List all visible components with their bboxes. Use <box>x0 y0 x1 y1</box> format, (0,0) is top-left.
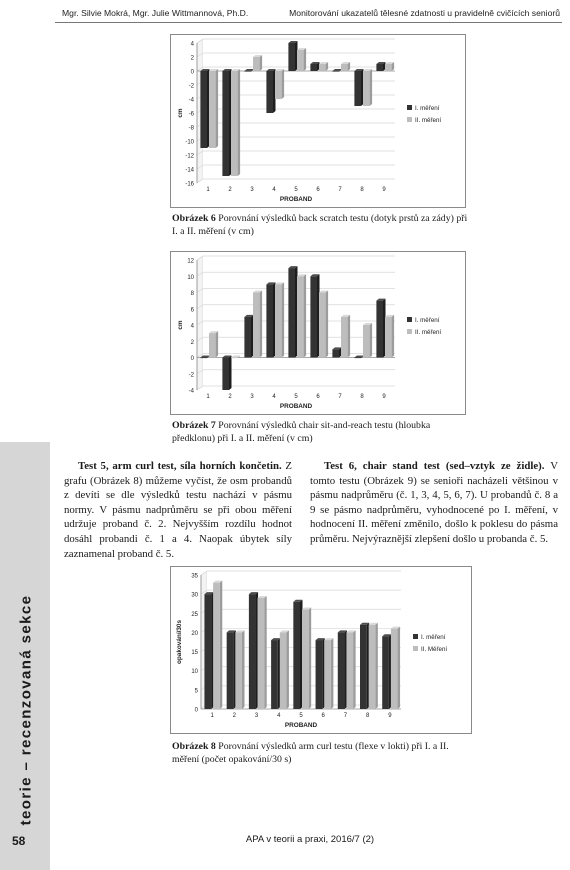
legend-label-2: II. měření <box>415 329 442 336</box>
bar-side <box>304 48 307 71</box>
y-tick-label: 0 <box>194 707 198 714</box>
y-tick-label: -16 <box>185 181 194 188</box>
x-tick-label: 2 <box>228 394 232 400</box>
bar-2-7 <box>341 64 348 71</box>
x-tick-label: 6 <box>316 394 320 400</box>
x-axis-label: PROBAND <box>279 403 313 410</box>
x-tick-label: 8 <box>360 187 364 193</box>
x-tick-label: 1 <box>206 394 210 400</box>
bar-side <box>326 291 329 358</box>
bar-1-7 <box>332 349 339 357</box>
y-tick-label: 10 <box>187 274 194 281</box>
x-tick-label: 2 <box>232 713 237 719</box>
bar-side <box>229 356 232 391</box>
paragraph-test-6-lead: Test 6, chair stand test (sed–vztyk ze židle). <box>324 460 545 472</box>
bar-1-5 <box>293 602 300 709</box>
y-tick-label: -10 <box>185 139 194 146</box>
x-tick-label: 3 <box>254 713 259 719</box>
bar-2-4 <box>275 71 282 99</box>
figure-6-label: Obrázek 6 <box>172 213 216 224</box>
bar-2-6 <box>319 64 326 71</box>
paragraph-test-5-lead: Test 5, arm curl test, síla horních končetin. <box>78 460 282 472</box>
x-tick-label: 5 <box>294 187 298 193</box>
bar-1-6 <box>310 276 317 357</box>
bar-side <box>286 630 289 709</box>
y-tick-label: -8 <box>188 125 194 132</box>
bar-2-8 <box>369 625 376 709</box>
bar-side <box>260 55 263 71</box>
y-axis-label: opakování/30s <box>176 619 183 665</box>
y-tick-label: 2 <box>190 55 194 62</box>
legend-swatch-1 <box>407 317 412 322</box>
y-tick-label: -4 <box>188 97 194 104</box>
x-axis-label: PROBAND <box>279 196 313 203</box>
x-tick-label: 7 <box>338 394 342 400</box>
legend-label-1: I. měření <box>415 317 440 324</box>
bar-side <box>216 331 219 357</box>
legend-swatch-1 <box>413 634 418 639</box>
y-tick-label: 4 <box>190 323 194 330</box>
bar-1-7 <box>338 632 345 709</box>
bar-2-1 <box>209 333 216 357</box>
chart-svg <box>171 35 465 207</box>
figure-7-chart <box>170 251 466 415</box>
y-tick-label: -12 <box>185 153 194 160</box>
legend-label-2: II. Měření <box>421 646 448 653</box>
figure-7-label: Obrázek 7 <box>172 420 216 431</box>
bar-1-9 <box>376 301 383 358</box>
bar-1-6 <box>310 64 317 71</box>
bar-1-3 <box>244 71 251 72</box>
x-tick-label: 9 <box>382 394 386 400</box>
x-tick-label: 3 <box>250 394 254 400</box>
bar-1-1 <box>200 358 207 359</box>
bar-side <box>370 323 373 358</box>
x-tick-label: 4 <box>272 394 276 400</box>
bar-side <box>353 630 356 709</box>
y-axis-label: cm <box>177 320 184 330</box>
bar-2-5 <box>297 50 304 71</box>
x-axis-label: PROBAND <box>284 722 318 729</box>
y-tick-label: -6 <box>188 111 194 118</box>
bar-1-1 <box>204 594 211 709</box>
bar-1-9 <box>376 64 383 71</box>
y-tick-label: -2 <box>188 83 194 90</box>
bar-1-2 <box>222 358 229 391</box>
bar-side <box>375 623 378 709</box>
legend-label-1: I. měření <box>415 105 440 112</box>
bar-2-9 <box>385 64 392 71</box>
figure-8-label: Obrázek 8 <box>172 741 216 752</box>
figure-7-caption <box>172 419 472 445</box>
bar-2-3 <box>253 293 260 358</box>
bar-side <box>264 596 267 709</box>
bar-1-9 <box>382 636 389 709</box>
bar-2-9 <box>391 629 398 709</box>
x-tick-label: 3 <box>250 187 254 193</box>
bar-1-3 <box>244 317 251 358</box>
bar-side <box>282 69 285 99</box>
bar-2-8 <box>363 71 370 106</box>
paragraph-test-6-text: V tomto testu (Obrázek 9) se senioři nacházeli většinou v pásmu nadprůměru (č. 1, 3, 4, 5, 6, 7). U probandů č. 8 a 9 se pásmo nadprůměru, vyhodnocené po I. měření, v hodnocení II. měření změnilo, došlo k poklesu do pásma průměru. Nejvýraznější zlepšení došlo u probanda č. 5. <box>310 460 558 545</box>
chart-svg <box>171 252 465 414</box>
bar-side <box>348 315 351 358</box>
legend-label-1: I. měření <box>421 634 446 641</box>
bar-2-8 <box>363 325 370 358</box>
bar-1-7 <box>332 71 339 72</box>
y-tick-label: -14 <box>185 167 194 174</box>
running-header-title: Monitorování ukazatelů tělesné zdatnosti u pravidelně cvičících seniorů <box>289 8 560 18</box>
bar-side <box>282 282 285 357</box>
paragraph-test-5 <box>64 459 292 561</box>
x-tick-label: 1 <box>206 187 210 193</box>
bar-2-9 <box>385 317 392 358</box>
y-tick-label: 6 <box>190 307 194 314</box>
legend-label-2: II. měření <box>415 117 442 124</box>
figure-8-chart <box>170 566 472 734</box>
bar-1-8 <box>354 71 361 106</box>
bar-2-6 <box>324 640 331 709</box>
x-tick-label: 1 <box>210 713 214 719</box>
bar-2-6 <box>319 293 326 358</box>
y-tick-label: 30 <box>191 592 198 599</box>
bar-2-1 <box>213 583 220 709</box>
bar-side <box>370 69 373 106</box>
bar-side <box>260 291 263 358</box>
bar-2-2 <box>231 71 238 176</box>
x-tick-label: 4 <box>272 187 276 193</box>
page-number: 58 <box>12 834 26 848</box>
journal-footer: APA v teorii a praxi, 2016/7 (2) <box>245 834 375 845</box>
x-tick-label: 5 <box>299 713 303 719</box>
bar-1-8 <box>354 358 361 359</box>
figure-7-caption-text: Porovnání výsledků chair sit-and-reach testu (hloubka předklonu) při I. a II. měření (v cm) <box>172 420 431 444</box>
figure-6-caption <box>172 212 472 238</box>
bar-2-3 <box>253 57 260 71</box>
y-tick-label: 2 <box>190 339 194 346</box>
bar-2-4 <box>275 284 282 357</box>
bar-2-1 <box>209 71 216 148</box>
bar-2-2 <box>235 632 242 709</box>
y-tick-label: 8 <box>190 291 194 297</box>
header-divider <box>55 22 562 23</box>
y-axis-label: cm <box>177 108 184 118</box>
bar-2-5 <box>302 609 309 709</box>
paragraph-test-5-text: Z grafu (Obrázek 8) můžeme vyčíst, že osm probandů z devíti se dle výsledků testu nachází v pásmu normy. V pásmu nadprůměru se při obou měření udržuje proband č. 2. Nejvyšším rozdílu hodnot dosáhl probandi č. 1 a 4. Naopak úbytek síly zaznamenal proband č. 5. <box>64 460 292 560</box>
y-tick-label: 0 <box>190 69 194 76</box>
bar-2-5 <box>297 276 304 357</box>
legend-swatch-2 <box>413 646 418 651</box>
figure-6-caption-text: Porovnání výsledků back scratch testu (dotyk prstů za zády) při I. a II. měření (v cm) <box>172 213 468 237</box>
x-tick-label: 6 <box>316 187 320 193</box>
figure-8-caption-text: Porovnání výsledků arm curl testu (flexe v lokti) při I. a II. měření (počet opakování/30 s) <box>172 741 449 765</box>
x-tick-label: 5 <box>294 394 298 400</box>
bar-2-7 <box>346 632 353 709</box>
bar-side <box>220 581 223 709</box>
y-tick-label: 25 <box>191 611 198 618</box>
y-tick-label: 5 <box>194 688 198 695</box>
figure-6-chart <box>170 34 466 208</box>
bar-side <box>216 69 219 148</box>
legend-swatch-2 <box>407 117 412 122</box>
y-tick-label: 15 <box>191 650 198 657</box>
x-tick-label: 9 <box>382 187 386 193</box>
bar-1-2 <box>222 71 229 176</box>
x-tick-label: 4 <box>277 713 281 719</box>
paragraph-test-6 <box>310 459 558 547</box>
x-tick-label: 8 <box>360 394 364 400</box>
bar-1-8 <box>360 625 367 709</box>
x-tick-label: 7 <box>338 187 342 193</box>
bar-side <box>304 274 307 357</box>
bar-side <box>398 627 401 709</box>
chart-svg <box>171 567 471 733</box>
bar-2-3 <box>258 598 265 709</box>
figure-8-caption <box>172 740 472 766</box>
x-tick-label: 6 <box>321 713 325 719</box>
legend-swatch-2 <box>407 329 412 334</box>
bar-2-4 <box>280 632 287 709</box>
bar-side <box>309 607 312 709</box>
y-tick-label: 12 <box>187 258 194 265</box>
bar-side <box>238 69 241 176</box>
bar-1-5 <box>288 268 295 357</box>
legend-swatch-1 <box>407 105 412 110</box>
x-tick-label: 9 <box>388 713 392 719</box>
x-tick-label: 7 <box>343 713 348 719</box>
bar-1-1 <box>200 71 207 148</box>
bar-2-2 <box>231 358 238 359</box>
bar-1-5 <box>288 43 295 71</box>
y-tick-label: 35 <box>191 573 198 580</box>
bar-side <box>331 638 334 709</box>
x-tick-label: 8 <box>365 713 370 719</box>
bar-1-2 <box>227 632 234 709</box>
bar-side <box>392 315 395 358</box>
bar-2-7 <box>341 317 348 358</box>
bar-1-4 <box>271 640 278 709</box>
y-tick-label: -4 <box>188 388 194 395</box>
running-header-authors: Mgr. Silvie Mokrá, Mgr. Julie Wittmannová, Ph.D. <box>62 8 249 18</box>
y-tick-label: 0 <box>190 356 194 362</box>
bar-1-4 <box>266 71 273 113</box>
section-label: teorie – recenzovaná sekce <box>17 594 35 826</box>
bar-1-3 <box>249 594 256 709</box>
y-tick-label: 10 <box>191 669 198 676</box>
bar-side <box>242 630 245 709</box>
y-tick-label: 20 <box>191 630 198 637</box>
x-tick-label: 2 <box>228 187 232 193</box>
y-tick-label: -2 <box>188 372 194 379</box>
y-tick-label: 4 <box>190 41 194 48</box>
bar-1-4 <box>266 284 273 357</box>
bar-1-6 <box>316 640 323 709</box>
